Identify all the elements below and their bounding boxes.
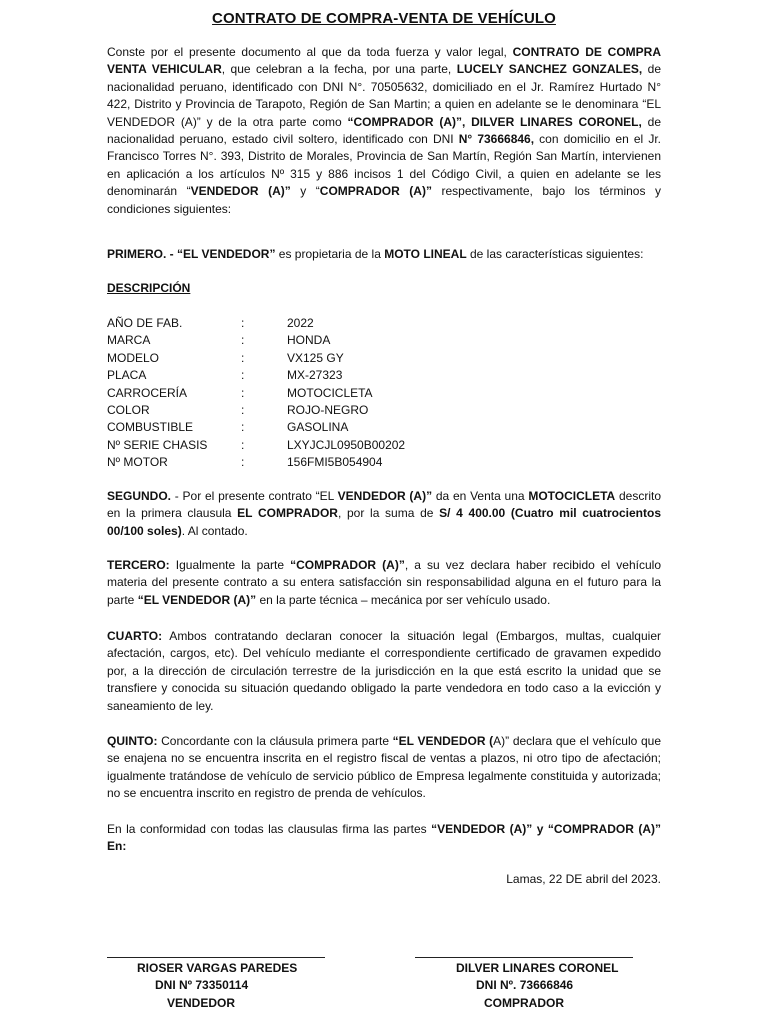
intro-bold-4: N° 73666846, <box>458 132 535 147</box>
segundo-bold-1: SEGUNDO. <box>107 489 172 503</box>
cuarto-bold-1: CUARTO: <box>107 629 163 643</box>
spec-value: MOTOCICLETA <box>287 385 373 400</box>
intro-text-6: y “ <box>290 184 320 199</box>
segundo-text-4: , por la suma de <box>337 506 440 521</box>
segundo-bold-2: VENDEDOR (A)” <box>337 489 433 503</box>
cuarto-text-1: Ambos contratando declaran conocer la situación legal (Embargos, multas, cualquier afectación, cargos, etc). Del vehículo mediante el correspondiente certificado de gravamen expedido por, a la dirección de circulación terrestre de la jurisdicción en la que está escrito la unidad que se transfiere y conocida su situación quedando obligado la parte vendedora en todo caso a la evicción y saneamiento de ley. <box>107 629 661 713</box>
primero-text-1: es propietaria de la <box>275 247 385 261</box>
conformity-paragraph <box>107 821 661 856</box>
spec-label: PLACA <box>107 368 147 383</box>
spec-label: Nº SERIE CHASIS <box>107 437 208 452</box>
seller-signature-block <box>137 960 297 1012</box>
spec-label: MARCA <box>107 333 151 348</box>
spec-row <box>107 454 507 471</box>
quinto-text-2: A)” declara que el vehículo que se enajena no se encuentra inscrita en el registro fiscal de ventas a plazos, ni otro tipo de afectación; igualmente tratándose de vehículo de servicio público de Empresa legalmente constituida y autorizada; no se encuentra inscrito en registro de prenda de vehículos. <box>107 734 661 801</box>
segundo-bold-4: EL COMPRADOR <box>237 506 338 521</box>
intro-bold-2: LUCELY SANCHEZ GONZALES, <box>456 62 643 77</box>
spec-row <box>107 350 507 367</box>
clause-tercero <box>107 557 661 609</box>
clause-primero <box>107 246 661 263</box>
tercero-text-3: en la parte técnica – mecánica por ser vehículo usado. <box>256 592 551 607</box>
conformidad-bold-1: “VENDEDOR (A)” y “COMPRADOR (A)” En: <box>107 822 661 854</box>
seller-signature-line <box>107 957 325 958</box>
tercero-bold-1: TERCERO: <box>107 558 170 572</box>
intro-text-2: , que celebran a la fecha, por una parte, <box>221 62 457 77</box>
segundo-text-1: - Por el presente contrato “EL <box>171 489 338 503</box>
spec-row <box>107 419 507 436</box>
spec-colon: : <box>241 420 245 435</box>
tercero-text-2: , a su vez declara haber recibido el vehículo materia del presente contrato a su entera satisfacción sin responsabilidad alguna en el futuro para la parte <box>107 558 661 607</box>
spec-colon: : <box>241 350 245 365</box>
segundo-bold-5: S/ 4 400.00 (Cuatro mil cuatrocientos 00/100 soles) <box>107 506 661 538</box>
buyer-dni: DNI Nº. 73666846 <box>476 978 574 993</box>
document-title: CONTRATO DE COMPRA-VENTA DE VEHÍCULO <box>212 10 556 27</box>
primero-bold-1: PRIMERO. - “EL VENDEDOR” <box>107 247 276 261</box>
conformidad-text-1: En la conformidad con todas las clausulas firma las partes <box>107 822 432 836</box>
spec-colon: : <box>241 437 245 452</box>
spec-row <box>107 315 507 332</box>
buyer-signature-line <box>415 957 633 958</box>
clause-segundo <box>107 488 661 540</box>
spec-label: MODELO <box>107 350 160 365</box>
intro-text-3: de nacionalidad peruano, identificado con DNI N°. 70505632, domiciliado en el Jr. Ramírez Hurtado N° 422, Distrito y Provincia de Tarapoto, Región de San Martin; a quien en adelante se le denominara “EL VENDEDOR (A)” y de la otra parte como <box>107 62 662 129</box>
quinto-bold-1: QUINTO: <box>107 734 158 748</box>
spec-value: HONDA <box>287 333 331 348</box>
segundo-bold-3: MOTOCICLETA <box>528 489 616 503</box>
intro-bold-1: CONTRATO DE COMPRA VENTA VEHICULAR <box>107 45 661 77</box>
spec-colon: : <box>241 368 245 383</box>
segundo-text-2: da en Venta una <box>432 489 529 503</box>
spec-label: Nº MOTOR <box>107 455 168 470</box>
place-and-date: Lamas, 22 DE abril del 2023. <box>506 872 661 886</box>
segundo-text-5: . Al contado. <box>181 523 248 538</box>
buyer-signature-block <box>456 960 618 1012</box>
description-heading: DESCRIPCIÓN <box>107 281 191 295</box>
intro-text-1: Conste por el presente documento al que da toda fuerza y valor legal, <box>107 45 513 59</box>
buyer-name: DILVER LINARES CORONEL <box>456 961 619 975</box>
spec-value: MX-27323 <box>287 368 343 383</box>
spec-colon: : <box>241 455 245 470</box>
segundo-text-3: descrito en la primera clausula <box>107 489 661 521</box>
primero-text-2: de las características siguientes: <box>466 247 644 261</box>
seller-name: RIOSER VARGAS PAREDES <box>137 961 298 975</box>
tercero-bold-3: “EL VENDEDOR (A)” <box>137 592 257 607</box>
spec-row <box>107 367 507 384</box>
intro-paragraph <box>107 44 661 218</box>
spec-row <box>107 437 507 454</box>
intro-bold-5: VENDEDOR (A)” <box>190 184 291 199</box>
vehicle-spec-table <box>107 315 507 472</box>
spec-row <box>107 402 507 419</box>
spec-colon: : <box>241 402 245 417</box>
spec-value: 156FMI5B054904 <box>287 455 383 470</box>
tercero-bold-2: “COMPRADOR (A)” <box>290 558 405 572</box>
spec-colon: : <box>241 385 245 400</box>
spec-value: LXYJCJL0950B00202 <box>287 437 406 452</box>
spec-row <box>107 385 507 402</box>
quinto-text-1: Concordante con la cláusula primera parte <box>157 734 393 748</box>
clause-cuarto <box>107 628 661 715</box>
seller-role: VENDEDOR <box>167 995 236 1010</box>
spec-label: COMBUSTIBLE <box>107 420 194 435</box>
primero-bold-2: MOTO LINEAL <box>384 247 467 261</box>
clause-quinto <box>107 733 661 803</box>
spec-label: CARROCERÍA <box>107 385 188 400</box>
spec-row <box>107 332 507 349</box>
seller-dni: DNI Nº 73350114 <box>155 978 249 993</box>
intro-bold-6: COMPRADOR (A)” <box>319 184 432 199</box>
spec-value: GASOLINA <box>287 420 349 435</box>
intro-text-4: de nacionalidad peruano, estado civil soltero, identificado con DNI <box>107 114 661 147</box>
spec-label: COLOR <box>107 402 150 417</box>
tercero-text-1: Igualmente la parte <box>169 558 291 572</box>
spec-colon: : <box>241 316 245 330</box>
intro-text-5: con domicilio en el Jr. Francisco Torres N°. 393, Distrito de Morales, Provincia de San Martín, Región San Martín, intervienen en aplicación a los artículos Nº 315 y 886 incisos 1 del Código Civil, a quien en adelante se les denominarán “ <box>107 132 661 199</box>
intro-bold-3: “COMPRADOR (A)”, DILVER LINARES CORONEL, <box>347 114 642 129</box>
spec-value: 2022 <box>287 316 314 330</box>
spec-label: AÑO DE FAB. <box>107 316 183 330</box>
spec-value: VX125 GY <box>287 350 344 365</box>
quinto-bold-2: “EL VENDEDOR ( <box>392 734 494 748</box>
buyer-role: COMPRADOR <box>484 995 564 1010</box>
spec-value: ROJO-NEGRO <box>287 402 369 417</box>
intro-text-7: respectivamente, bajo los términos y condiciones siguientes: <box>107 184 661 216</box>
spec-colon: : <box>241 333 245 348</box>
